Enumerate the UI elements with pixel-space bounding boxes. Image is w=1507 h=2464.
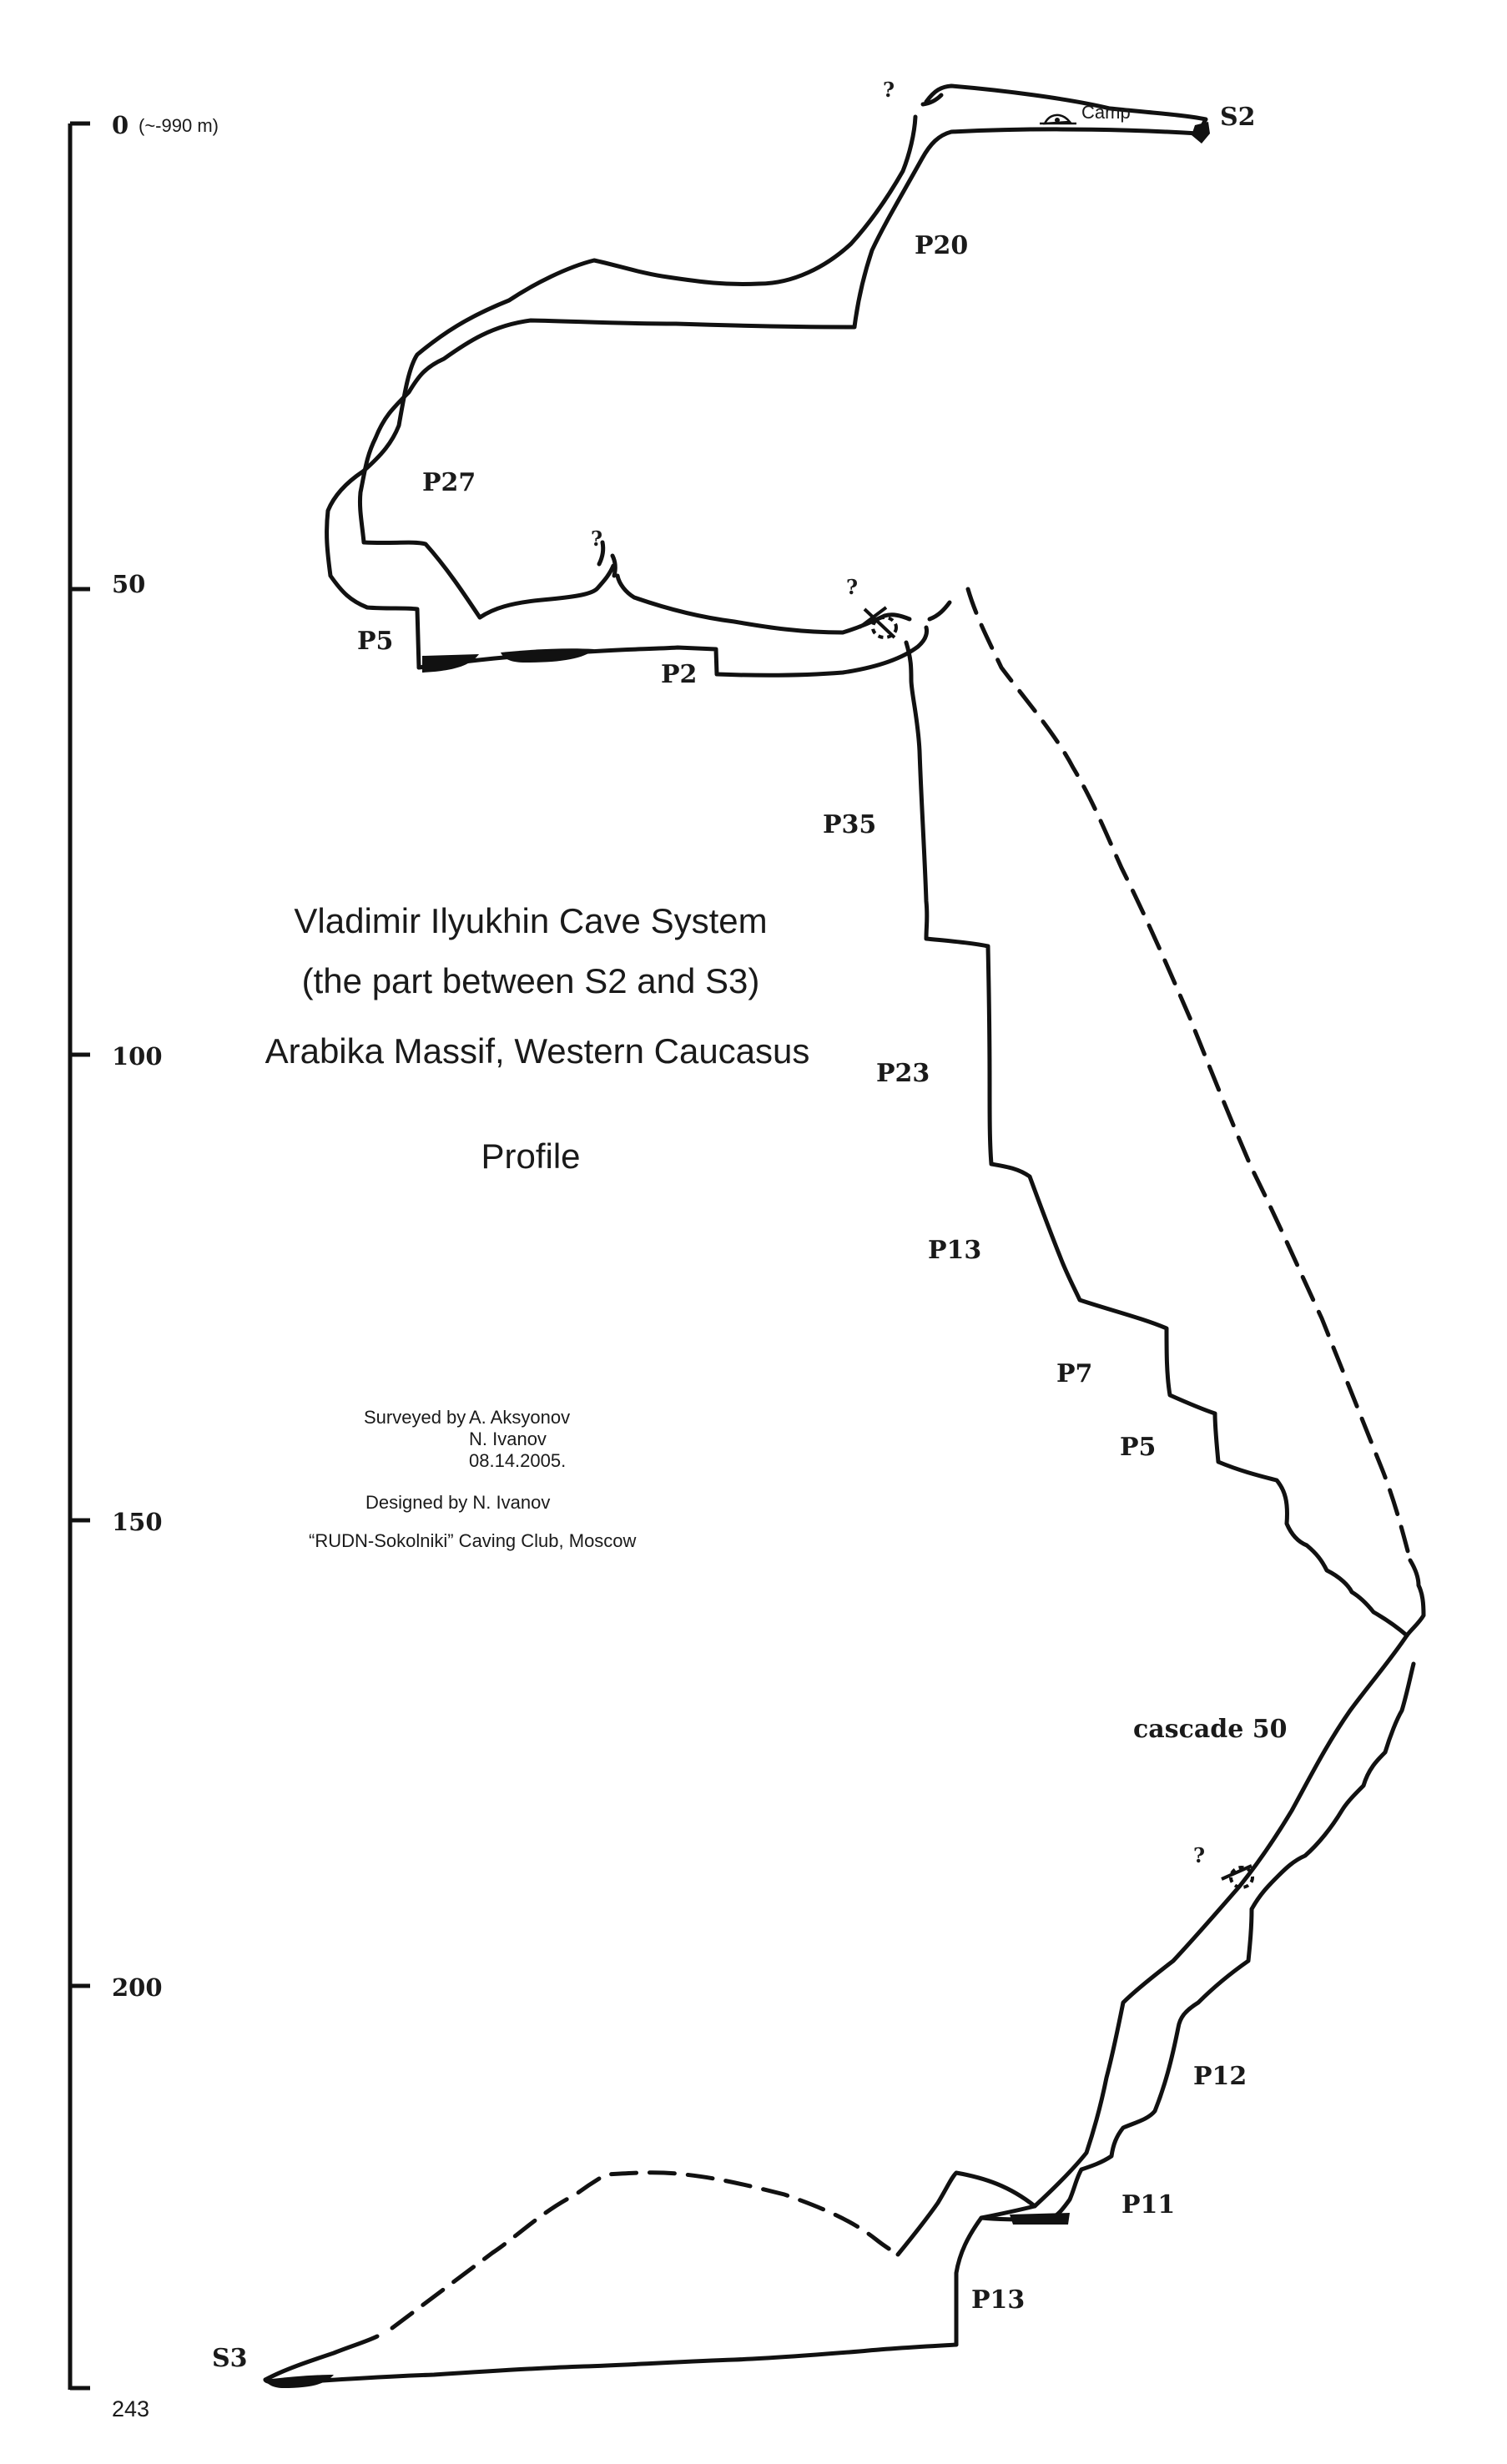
cave-bottom-gallery	[265, 2173, 1035, 2388]
credit-surveyor-1: A. Aksyonov	[469, 1407, 571, 1428]
depth-top-note: (~-990 m)	[139, 115, 219, 136]
label-p12: P12	[1193, 2062, 1247, 2091]
label-p27: P27	[422, 468, 476, 497]
depth-label-200: 200	[112, 1973, 163, 2002]
label-p20: P20	[915, 231, 969, 260]
wall-top-pit-right	[930, 602, 950, 619]
sump-s2	[1192, 122, 1210, 144]
label-s3: S3	[212, 2344, 248, 2373]
depth-label-100: 100	[112, 1042, 163, 1071]
deposit-p11	[1010, 2213, 1070, 2225]
credit-surveyed-label: Surveyed by	[364, 1407, 466, 1428]
depth-label-243: 243	[112, 2396, 150, 2421]
label-p5-top: P5	[357, 627, 394, 656]
wall-cascade-right	[981, 1664, 1414, 2220]
label-p13-mid: P13	[928, 1236, 982, 1265]
credit-surveyor-2: N. Ivanov	[469, 1429, 547, 1449]
cave-upper-section	[327, 86, 1210, 675]
cave-main-shaft	[906, 589, 1424, 1635]
label-p5-mid: P5	[1120, 1433, 1157, 1462]
wall-upper-outer	[360, 86, 1206, 617]
depth-label-150: 150	[112, 1508, 163, 1536]
wall-gallery-roof-solid	[265, 2336, 377, 2380]
label-cascade: cascade 50	[1133, 1715, 1288, 1744]
wall-shaft-dashed-right	[968, 589, 1410, 1560]
title-line-4: Profile	[481, 1136, 581, 1176]
label-camp: Camp	[1081, 102, 1131, 123]
wall-shaft-left	[906, 642, 1407, 1635]
label-p2: P2	[661, 660, 698, 689]
deposit-p5-2	[501, 648, 594, 663]
label-question-top: ?	[883, 78, 895, 102]
title-line-1: Vladimir Ilyukhin Cave System	[294, 901, 768, 940]
label-question-upper-crossing: ?	[846, 575, 859, 599]
credit-date: 08.14.2005.	[469, 1450, 567, 1471]
depth-label-0: 0	[112, 111, 129, 139]
camp-tent-icon	[1040, 115, 1076, 123]
label-question-lower: ?	[1193, 1843, 1206, 1867]
depth-scale	[70, 111, 219, 2421]
passage-labels	[212, 78, 1288, 2373]
title-block	[265, 901, 810, 1176]
credit-designed: Designed by N. Ivanov	[365, 1492, 551, 1513]
wall-p2-roof	[617, 576, 885, 632]
credit-club: “RUDN-Sokolniki” Caving Club, Moscow	[309, 1530, 637, 1551]
label-p13-bottom: P13	[971, 2285, 1026, 2315]
wall-shaft-right-lower	[1407, 1560, 1424, 1635]
wall-top-pit-left	[885, 615, 910, 619]
label-p7: P7	[1056, 1359, 1093, 1388]
label-question-mid: ?	[591, 527, 603, 551]
label-s2: S2	[1220, 103, 1256, 132]
wall-gallery-roof-dashed	[392, 2173, 898, 2328]
wall-gallery-floor	[265, 2345, 956, 2383]
label-p11: P11	[1121, 2190, 1176, 2220]
depth-label-50: 50	[112, 570, 146, 598]
title-line-3: Arabika Massif, Western Caucasus	[265, 1031, 810, 1071]
label-p35: P35	[823, 810, 877, 839]
title-line-2: (the part between S2 and S3)	[301, 961, 760, 1000]
deposit-p5-1	[422, 654, 479, 673]
credits-block	[309, 1407, 637, 1551]
label-p23: P23	[876, 1059, 930, 1088]
